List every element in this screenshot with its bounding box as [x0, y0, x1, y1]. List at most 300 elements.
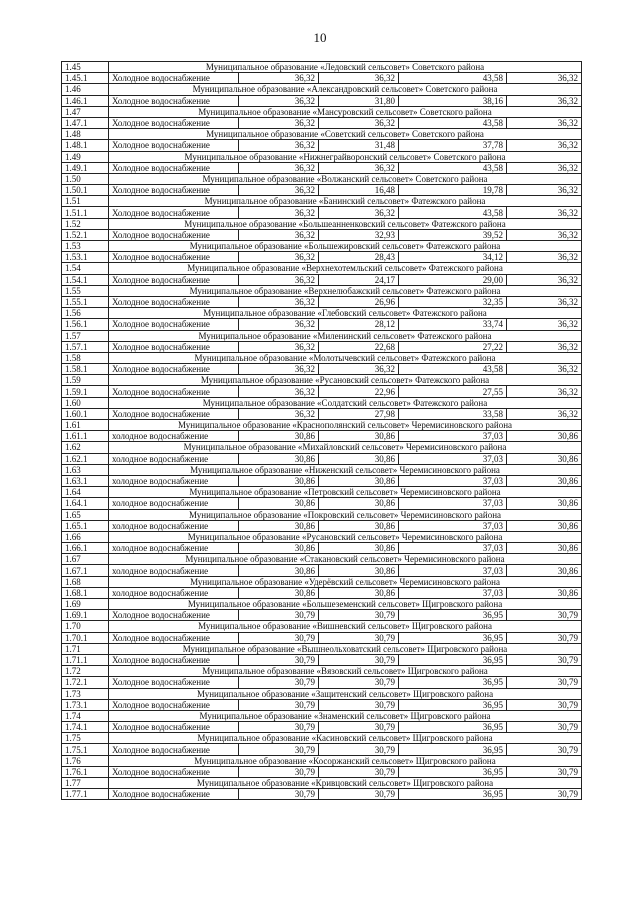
tariff-value-3: 43,58 [399, 364, 507, 375]
municipality-header-row [62, 666, 582, 677]
tariff-value-3: 33,58 [399, 408, 507, 419]
municipality-title: Муниципальное образование «Банинский сельсовет» Фатежского района [109, 196, 582, 207]
tariff-value-3: 36,95 [399, 677, 507, 688]
tariff-value-3: 37,03 [399, 520, 507, 531]
row-number: 1.66.1 [62, 543, 109, 554]
row-number: 1.72.1 [62, 677, 109, 688]
tariff-value-2: 30,86 [319, 520, 399, 531]
tariff-value-3: 37,03 [399, 565, 507, 576]
municipality-title: Муниципальное образование «Александровский сельсовет» Советского района [109, 84, 582, 95]
tariff-value-4: 30,79 [507, 789, 582, 800]
section-number: 1.66 [62, 531, 109, 542]
tariff-value-4: 30,86 [507, 565, 582, 576]
municipality-title: Муниципальное образование «Петровский сельсовет» Черемисиновского района [109, 487, 582, 498]
municipality-title: Муниципальное образование «Верхнехотемльский сельсовет» Фатежского района [109, 263, 582, 274]
tariff-value-3: 37,03 [399, 431, 507, 442]
tariff-value-1: 36,32 [239, 296, 319, 307]
service-name: Холодное водоснабжение [109, 296, 239, 307]
municipality-title: Муниципальное образование «Большеземенский сельсовет» Щигровского района [109, 599, 582, 610]
tariff-value-4: 36,32 [507, 229, 582, 240]
tariff-row [62, 722, 582, 733]
row-number: 1.75.1 [62, 744, 109, 755]
service-name: холодное водоснабжение [109, 543, 239, 554]
municipality-title: Муниципальное образование «Ниженский сельсовет» Черемисиновского района [109, 464, 582, 475]
tariff-value-3: 39,52 [399, 229, 507, 240]
tariff-value-2: 36,32 [319, 364, 399, 375]
municipality-header-row [62, 487, 582, 498]
tariff-value-1: 30,79 [239, 654, 319, 665]
municipality-header-row [62, 106, 582, 117]
tariff-table [61, 61, 582, 800]
tariff-value-1: 30,79 [239, 677, 319, 688]
row-number: 1.70.1 [62, 632, 109, 643]
row-number: 1.47.1 [62, 117, 109, 128]
municipality-header-row [62, 554, 582, 565]
row-number: 1.59.1 [62, 386, 109, 397]
municipality-title: Муниципальное образование «Удерёвский сельсовет» Черемисиновского района [109, 576, 582, 587]
tariff-row [62, 766, 582, 777]
row-number: 1.50.1 [62, 185, 109, 196]
municipality-header-row [62, 397, 582, 408]
municipality-header-row [62, 755, 582, 766]
tariff-value-3: 37,03 [399, 587, 507, 598]
service-name: Холодное водоснабжение [109, 140, 239, 151]
tariff-row [62, 654, 582, 665]
tariff-value-3: 37,03 [399, 475, 507, 486]
municipality-title: Муниципальное образование «Михайловский сельсовет» Черемисиновского района [109, 442, 582, 453]
service-name: Холодное водоснабжение [109, 162, 239, 173]
municipality-title: Муниципальное образование «Большежировский сельсовет» Фатежского района [109, 241, 582, 252]
tariff-value-4: 30,79 [507, 699, 582, 710]
service-name: холодное водоснабжение [109, 587, 239, 598]
tariff-value-3: 29,00 [399, 274, 507, 285]
municipality-header-row [62, 330, 582, 341]
tariff-value-2: 30,79 [319, 766, 399, 777]
tariff-value-3: 27,55 [399, 386, 507, 397]
section-number: 1.51 [62, 196, 109, 207]
row-number: 1.61.1 [62, 431, 109, 442]
service-name: холодное водоснабжение [109, 498, 239, 509]
tariff-value-4: 36,32 [507, 252, 582, 263]
tariff-value-1: 30,86 [239, 453, 319, 464]
tariff-value-3: 36,95 [399, 632, 507, 643]
tariff-value-2: 30,86 [319, 431, 399, 442]
tariff-value-2: 30,86 [319, 453, 399, 464]
municipality-title: Муниципальное образование «Солдатский сельсовет» Фатежского района [109, 397, 582, 408]
municipality-title: Муниципальное образование «Большеанненковский сельсовет» Фатежского района [109, 218, 582, 229]
municipality-header-row [62, 621, 582, 632]
tariff-value-2: 30,79 [319, 654, 399, 665]
section-number: 1.71 [62, 643, 109, 654]
tariff-value-4: 30,86 [507, 587, 582, 598]
tariff-value-1: 36,32 [239, 364, 319, 375]
municipality-title: Муниципальное образование «Кривцовский сельсовет» Щигровского района [109, 778, 582, 789]
service-name: холодное водоснабжение [109, 565, 239, 576]
section-number: 1.67 [62, 554, 109, 565]
municipality-title: Муниципальное образование «Верхнелюбажский сельсовет» Фатежского района [109, 285, 582, 296]
tariff-row [62, 140, 582, 151]
municipality-header-row [62, 352, 582, 363]
municipality-title: Муниципальное образование «Защитенский сельсовет» Щигровского района [109, 688, 582, 699]
municipality-title: Муниципальное образование «Касиновский сельсовет» Щигровского района [109, 733, 582, 744]
section-number: 1.49 [62, 151, 109, 162]
section-number: 1.69 [62, 599, 109, 610]
tariff-row [62, 229, 582, 240]
municipality-title: Муниципальное образование «Молотычевский сельсовет» Фатежского района [109, 352, 582, 363]
tariff-value-4: 36,32 [507, 117, 582, 128]
tariff-row [62, 677, 582, 688]
tariff-value-3: 43,58 [399, 117, 507, 128]
tariff-value-1: 30,79 [239, 789, 319, 800]
municipality-title: Муниципальное образование «Русановский сельсовет» Фатежского района [109, 375, 582, 386]
tariff-row [62, 162, 582, 173]
tariff-value-3: 43,58 [399, 207, 507, 218]
row-number: 1.60.1 [62, 408, 109, 419]
tariff-value-1: 36,32 [239, 274, 319, 285]
tariff-value-4: 36,32 [507, 185, 582, 196]
municipality-title: Муниципальное образование «Советский сельсовет» Советского района [109, 129, 582, 140]
tariff-value-3: 37,03 [399, 543, 507, 554]
service-name: Холодное водоснабжение [109, 95, 239, 106]
tariff-row [62, 386, 582, 397]
tariff-value-2: 31,48 [319, 140, 399, 151]
municipality-title: Муниципальное образование «Русановский сельсовет» Черемисиновского района [109, 531, 582, 542]
service-name: Холодное водоснабжение [109, 632, 239, 643]
municipality-header-row [62, 263, 582, 274]
section-number: 1.75 [62, 733, 109, 744]
service-name: холодное водоснабжение [109, 453, 239, 464]
municipality-header-row [62, 420, 582, 431]
service-name: Холодное водоснабжение [109, 789, 239, 800]
section-number: 1.65 [62, 509, 109, 520]
tariff-row [62, 699, 582, 710]
tariff-value-3: 38,16 [399, 95, 507, 106]
tariff-value-1: 36,32 [239, 162, 319, 173]
municipality-header-row [62, 778, 582, 789]
tariff-value-4: 36,32 [507, 274, 582, 285]
row-number: 1.45.1 [62, 73, 109, 84]
tariff-value-2: 16,48 [319, 185, 399, 196]
tariff-row [62, 341, 582, 352]
tariff-value-1: 36,32 [239, 386, 319, 397]
tariff-value-2: 30,79 [319, 677, 399, 688]
row-number: 1.77.1 [62, 789, 109, 800]
tariff-value-3: 36,95 [399, 610, 507, 621]
row-number: 1.74.1 [62, 722, 109, 733]
service-name: Холодное водоснабжение [109, 408, 239, 419]
section-number: 1.70 [62, 621, 109, 632]
tariff-row [62, 610, 582, 621]
tariff-value-4: 30,79 [507, 654, 582, 665]
tariff-row [62, 744, 582, 755]
municipality-header-row [62, 643, 582, 654]
tariff-value-3: 43,58 [399, 162, 507, 173]
tariff-table-body [62, 62, 582, 800]
tariff-value-4: 30,79 [507, 610, 582, 621]
tariff-value-4: 30,86 [507, 475, 582, 486]
municipality-header-row [62, 710, 582, 721]
row-number: 1.51.1 [62, 207, 109, 218]
section-number: 1.58 [62, 352, 109, 363]
municipality-header-row [62, 129, 582, 140]
tariff-value-4: 36,32 [507, 386, 582, 397]
page-number: 10 [313, 30, 327, 45]
service-name: Холодное водоснабжение [109, 229, 239, 240]
tariff-value-1: 30,86 [239, 587, 319, 598]
row-number: 1.65.1 [62, 520, 109, 531]
municipality-title: Муниципальное образование «Глебовский сельсовет» Фатежского района [109, 308, 582, 319]
municipality-title: Муниципальное образование «Миленинский сельсовет» Фатежского района [109, 330, 582, 341]
tariff-value-2: 30,79 [319, 744, 399, 755]
municipality-header-row [62, 84, 582, 95]
section-number: 1.68 [62, 576, 109, 587]
tariff-value-4: 30,79 [507, 766, 582, 777]
municipality-header-row [62, 509, 582, 520]
row-number: 1.71.1 [62, 654, 109, 665]
tariff-value-2: 36,32 [319, 117, 399, 128]
service-name: Холодное водоснабжение [109, 722, 239, 733]
municipality-title: Муниципальное образование «Стакановский сельсовет» Черемисиновского района [109, 554, 582, 565]
service-name: Холодное водоснабжение [109, 386, 239, 397]
section-number: 1.64 [62, 487, 109, 498]
tariff-value-3: 36,95 [399, 744, 507, 755]
service-name: холодное водоснабжение [109, 520, 239, 531]
section-number: 1.73 [62, 688, 109, 699]
municipality-header-row [62, 173, 582, 184]
tariff-value-2: 30,79 [319, 699, 399, 710]
tariff-value-2: 36,32 [319, 73, 399, 84]
tariff-value-2: 30,86 [319, 475, 399, 486]
tariff-value-2: 22,68 [319, 341, 399, 352]
service-name: Холодное водоснабжение [109, 677, 239, 688]
tariff-row [62, 789, 582, 800]
tariff-value-1: 36,32 [239, 229, 319, 240]
section-number: 1.61 [62, 420, 109, 431]
tariff-value-1: 30,86 [239, 475, 319, 486]
tariff-value-1: 30,79 [239, 766, 319, 777]
row-number: 1.55.1 [62, 296, 109, 307]
tariff-value-4: 36,32 [507, 408, 582, 419]
municipality-header-row [62, 285, 582, 296]
service-name: холодное водоснабжение [109, 475, 239, 486]
service-name: Холодное водоснабжение [109, 610, 239, 621]
tariff-value-1: 30,79 [239, 632, 319, 643]
tariff-value-2: 26,96 [319, 296, 399, 307]
tariff-value-3: 32,35 [399, 296, 507, 307]
tariff-value-1: 30,79 [239, 610, 319, 621]
service-name: Холодное водоснабжение [109, 341, 239, 352]
section-number: 1.50 [62, 173, 109, 184]
tariff-value-1: 30,79 [239, 744, 319, 755]
tariff-value-4: 30,86 [507, 498, 582, 509]
tariff-value-3: 37,03 [399, 453, 507, 464]
tariff-row [62, 296, 582, 307]
municipality-header-row [62, 576, 582, 587]
tariff-row [62, 632, 582, 643]
municipality-title: Муниципальное образование «Волжанский сельсовет» Советского района [109, 173, 582, 184]
tariff-value-3: 33,74 [399, 319, 507, 330]
tariff-value-2: 30,86 [319, 543, 399, 554]
tariff-value-4: 30,79 [507, 677, 582, 688]
tariff-value-1: 30,86 [239, 543, 319, 554]
municipality-title: Муниципальное образование «Краснополянский сельсовет» Черемисиновского района [109, 420, 582, 431]
row-number: 1.69.1 [62, 610, 109, 621]
tariff-value-1: 30,86 [239, 565, 319, 576]
municipality-title: Муниципальное образование «Покровский сельсовет» Черемисиновского района [109, 509, 582, 520]
tariff-value-4: 36,32 [507, 319, 582, 330]
municipality-header-row [62, 688, 582, 699]
tariff-value-2: 22,96 [319, 386, 399, 397]
row-number: 1.56.1 [62, 319, 109, 330]
section-number: 1.76 [62, 755, 109, 766]
service-name: Холодное водоснабжение [109, 364, 239, 375]
tariff-value-1: 36,32 [239, 185, 319, 196]
section-number: 1.77 [62, 778, 109, 789]
tariff-value-2: 36,32 [319, 207, 399, 218]
tariff-row [62, 95, 582, 106]
municipality-header-row [62, 531, 582, 542]
section-number: 1.46 [62, 84, 109, 95]
service-name: Холодное водоснабжение [109, 319, 239, 330]
tariff-value-2: 30,79 [319, 610, 399, 621]
tariff-value-1: 36,32 [239, 252, 319, 263]
tariff-value-1: 30,86 [239, 431, 319, 442]
tariff-value-1: 36,32 [239, 73, 319, 84]
section-number: 1.48 [62, 129, 109, 140]
section-number: 1.53 [62, 241, 109, 252]
service-name: Холодное водоснабжение [109, 654, 239, 665]
section-number: 1.63 [62, 464, 109, 475]
tariff-value-3: 36,95 [399, 654, 507, 665]
tariff-value-2: 30,86 [319, 587, 399, 598]
row-number: 1.46.1 [62, 95, 109, 106]
tariff-value-4: 36,32 [507, 73, 582, 84]
tariff-value-1: 36,32 [239, 117, 319, 128]
tariff-value-1: 30,86 [239, 520, 319, 531]
section-number: 1.59 [62, 375, 109, 386]
tariff-value-4: 36,32 [507, 207, 582, 218]
tariff-row [62, 364, 582, 375]
tariff-value-4: 36,32 [507, 162, 582, 173]
section-number: 1.60 [62, 397, 109, 408]
tariff-row [62, 185, 582, 196]
tariff-value-4: 36,32 [507, 296, 582, 307]
municipality-title: Муниципальное образование «Ледовский сельсовет» Советского района [109, 62, 582, 73]
tariff-row [62, 543, 582, 554]
municipality-header-row [62, 442, 582, 453]
tariff-value-4: 30,79 [507, 722, 582, 733]
tariff-value-4: 36,32 [507, 364, 582, 375]
section-number: 1.56 [62, 308, 109, 319]
municipality-header-row [62, 464, 582, 475]
municipality-header-row [62, 599, 582, 610]
tariff-value-1: 36,32 [239, 319, 319, 330]
tariff-value-4: 36,32 [507, 140, 582, 151]
tariff-row [62, 475, 582, 486]
tariff-value-2: 30,86 [319, 498, 399, 509]
section-number: 1.74 [62, 710, 109, 721]
row-number: 1.64.1 [62, 498, 109, 509]
municipality-header-row [62, 308, 582, 319]
tariff-value-2: 30,86 [319, 565, 399, 576]
section-number: 1.45 [62, 62, 109, 73]
municipality-title: Муниципальное образование «Мансуровский сельсовет» Советского района [109, 106, 582, 117]
tariff-value-3: 34,12 [399, 252, 507, 263]
tariff-value-2: 32,93 [319, 229, 399, 240]
tariff-value-3: 36,95 [399, 699, 507, 710]
section-number: 1.62 [62, 442, 109, 453]
row-number: 1.57.1 [62, 341, 109, 352]
section-number: 1.54 [62, 263, 109, 274]
tariff-value-1: 30,86 [239, 498, 319, 509]
row-number: 1.54.1 [62, 274, 109, 285]
tariff-value-3: 37,78 [399, 140, 507, 151]
municipality-header-row [62, 196, 582, 207]
tariff-value-4: 30,86 [507, 453, 582, 464]
tariff-row [62, 73, 582, 84]
tariff-value-2: 36,32 [319, 162, 399, 173]
tariff-value-1: 36,32 [239, 341, 319, 352]
tariff-value-4: 30,86 [507, 431, 582, 442]
municipality-title: Муниципальное образование «Вязовский сельсовет» Щигровского района [109, 666, 582, 677]
tariff-value-4: 36,32 [507, 341, 582, 352]
municipality-title: Муниципальное образование «Вышнеольховатский сельсовет» Щигровского района [109, 643, 582, 654]
municipality-title: Муниципальное образование «Косоржанский сельсовет» Щигровского района [109, 755, 582, 766]
tariff-value-4: 30,86 [507, 543, 582, 554]
tariff-value-1: 36,32 [239, 207, 319, 218]
tariff-value-1: 30,79 [239, 699, 319, 710]
tariff-row [62, 408, 582, 419]
row-number: 1.62.1 [62, 453, 109, 464]
tariff-value-4: 36,32 [507, 95, 582, 106]
tariff-row [62, 520, 582, 531]
tariff-row [62, 565, 582, 576]
tariff-value-1: 36,32 [239, 408, 319, 419]
service-name: Холодное водоснабжение [109, 117, 239, 128]
tariff-value-1: 36,32 [239, 95, 319, 106]
tariff-row [62, 587, 582, 598]
tariff-value-1: 30,79 [239, 722, 319, 733]
row-number: 1.73.1 [62, 699, 109, 710]
service-name: Холодное водоснабжение [109, 252, 239, 263]
tariff-row [62, 117, 582, 128]
tariff-value-3: 43,58 [399, 73, 507, 84]
row-number: 1.53.1 [62, 252, 109, 263]
row-number: 1.63.1 [62, 475, 109, 486]
service-name: Холодное водоснабжение [109, 185, 239, 196]
tariff-value-2: 27,98 [319, 408, 399, 419]
tariff-value-4: 30,86 [507, 520, 582, 531]
municipality-header-row [62, 733, 582, 744]
section-number: 1.55 [62, 285, 109, 296]
service-name: холодное водоснабжение [109, 431, 239, 442]
tariff-value-2: 28,43 [319, 252, 399, 263]
row-number: 1.76.1 [62, 766, 109, 777]
municipality-header-row [62, 375, 582, 386]
row-number: 1.68.1 [62, 587, 109, 598]
municipality-header-row [62, 62, 582, 73]
tariff-value-3: 36,95 [399, 789, 507, 800]
municipality-header-row [62, 151, 582, 162]
row-number: 1.52.1 [62, 229, 109, 240]
tariff-value-3: 37,03 [399, 498, 507, 509]
tariff-value-3: 27,22 [399, 341, 507, 352]
tariff-row [62, 319, 582, 330]
row-number: 1.67.1 [62, 565, 109, 576]
section-number: 1.72 [62, 666, 109, 677]
section-number: 1.47 [62, 106, 109, 117]
tariff-value-2: 30,79 [319, 722, 399, 733]
